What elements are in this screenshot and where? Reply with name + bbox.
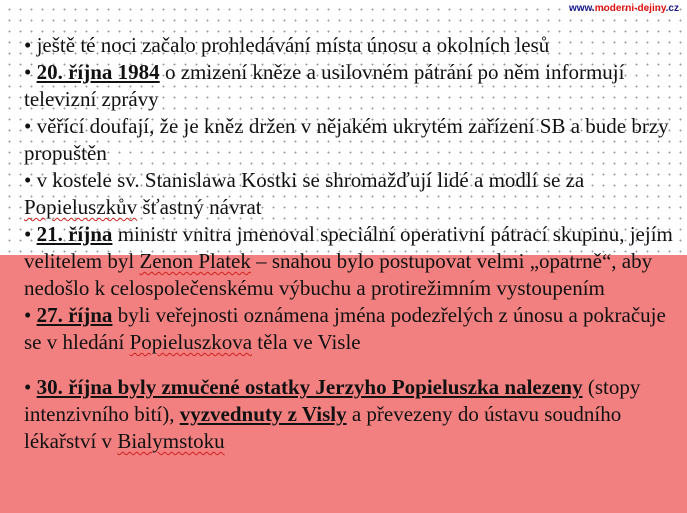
date-highlight: 27. října — [36, 303, 113, 327]
bullet-text: – snahou bylo postupovat velmi „opatrně“, aby nedošlo k celospolečenskému výbuchu a protirežimním vystoupením — [24, 249, 653, 300]
bullet-text: • — [24, 303, 37, 327]
date-highlight: 20. října 1984 — [36, 60, 160, 84]
date-highlight: 21. října — [36, 222, 113, 246]
date-highlight: vyzvednuty z Visly — [179, 402, 347, 426]
spellcheck-word: Popieluszkův — [24, 195, 138, 219]
bullet-text: • — [24, 222, 37, 246]
bullet-item — [24, 113, 679, 167]
bullet-text: o zmizení kněze a usilovném pátrání po něm informují televizní zprávy — [24, 60, 625, 111]
bullet-text: ministr vnitra jmenoval speciální operativní pátrací skupinu, jejím velitelem byl — [24, 222, 673, 273]
site-url[interactable] — [569, 3, 679, 14]
bullet-list — [24, 32, 679, 455]
bullet-text: • věřící doufají, že je kněz držen v nějakém ukrytém zařízení SB a bude brzy propuštěn — [24, 114, 669, 165]
bullet-item — [24, 302, 679, 356]
site-url-name: moderni-dejiny — [594, 3, 666, 14]
spellcheck-word: Bialymstoku — [117, 429, 225, 453]
bullet-item — [24, 167, 679, 221]
bullet-text: a převezeny do ústavu soudního lékařství v — [24, 402, 622, 453]
bullet-text: (stopy intenzivního bití), — [24, 375, 641, 426]
site-url-suffix: .cz — [665, 3, 679, 14]
spellcheck-word: Zenon Platek — [139, 249, 251, 273]
bullet-text: • ještě té noci začalo prohledávání místa únosu a okolních lesů — [24, 33, 550, 57]
site-url-prefix: www. — [568, 3, 595, 14]
date-highlight: 30. října byly zmučené ostatky Jerzyho Popieluszka nalezeny — [36, 375, 583, 399]
spellcheck-word: Popieluszkova — [129, 330, 253, 354]
paragraph-gap — [24, 356, 679, 374]
bullet-text: • — [24, 60, 37, 84]
bullet-text: • — [24, 375, 37, 399]
bullet-text: těla ve Visle — [252, 330, 361, 354]
bullet-item — [24, 32, 679, 59]
bullet-item — [24, 221, 679, 302]
bullet-item — [24, 59, 679, 113]
bullet-text: • v kostele sv. Stanislawa Kostki se shromažďují lidé a modlí se za — [24, 168, 585, 192]
bullet-text: šťastný návrat — [137, 195, 262, 219]
bullet-text: byli veřejnosti oznámena jména podezřelých z únosu a pokračuje se v hledání — [24, 303, 666, 354]
bullet-item — [24, 374, 679, 455]
